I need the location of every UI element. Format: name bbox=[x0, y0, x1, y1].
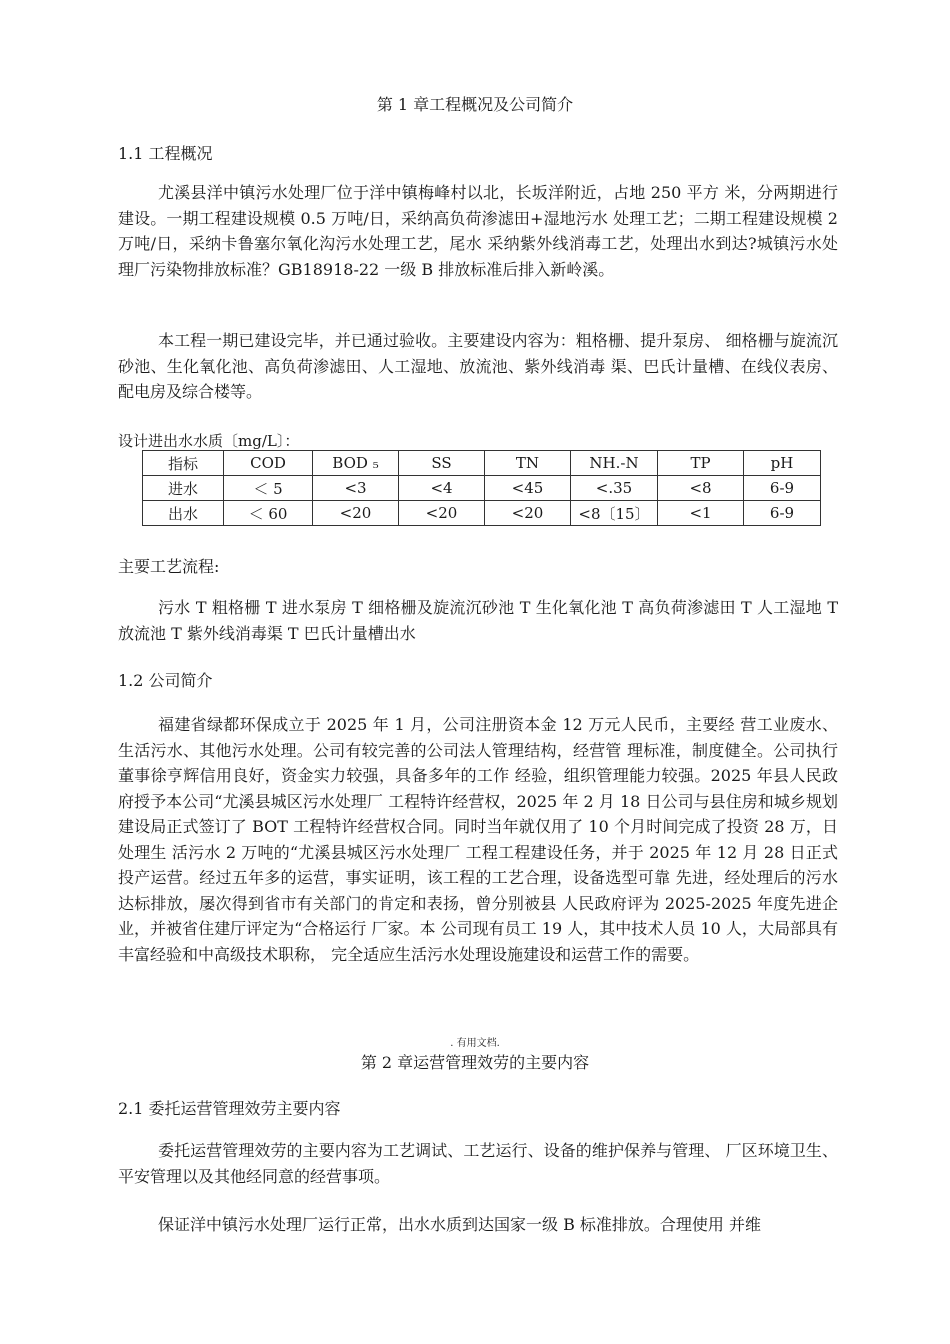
header-cell: TN bbox=[485, 451, 571, 476]
header-cell: 指标 bbox=[143, 451, 224, 476]
header-cell: pH bbox=[744, 451, 821, 476]
table-cell: ＜ 60 bbox=[224, 501, 313, 526]
table-caption: 设计进出水水质〔mg/L〕： bbox=[118, 432, 300, 450]
table-header-row bbox=[143, 451, 821, 476]
table-cell: 进水 bbox=[143, 476, 224, 501]
section-2-1-paragraph-2: 保证洋中镇污水处理厂运行正常，出水水质到达国家一级 B 标准排放。合理使用 并维 bbox=[158, 1215, 762, 1234]
section-1-1-paragraph-2: 本工程一期已建设完毕，并已通过验收。主要建设内容为：粗格栅、提升泵房、 细格栅与旋流沉砂池、生化氧化池、高负荷渗滤田、人工湿地、放流池、紫外线消毒 渠、巴氏计量槽、在线仪表房、配电房及综合楼等。 bbox=[118, 331, 838, 401]
table-cell: <20 bbox=[313, 501, 399, 526]
table-cell: 出水 bbox=[143, 501, 224, 526]
section-1-2-heading: 1.2 公司简介 bbox=[118, 671, 213, 690]
header-cell: BOD ₅ bbox=[313, 451, 399, 476]
header-cell: SS bbox=[399, 451, 485, 476]
table-cell: 6-9 bbox=[744, 476, 821, 501]
process-flow-text: 污水 T 粗格栅 T 进水泵房 T 细格栅及旋流沉砂池 T 生化氧化池 T 高负荷渗滤田 T 人工湿地 T 放流池 T 紫外线消毒渠 T 巴氏计量槽出水 bbox=[118, 598, 838, 643]
table-cell: <.35 bbox=[571, 476, 658, 501]
water-quality-table bbox=[142, 450, 821, 526]
table-cell: 6-9 bbox=[744, 501, 821, 526]
table-row bbox=[143, 476, 821, 501]
table-cell: <4 bbox=[399, 476, 485, 501]
table-cell: ＜ 5 bbox=[224, 476, 313, 501]
table-cell: <20 bbox=[485, 501, 571, 526]
chapter-1-title: 第 1 章工程概况及公司简介 bbox=[376, 95, 574, 114]
header-cell: TP bbox=[658, 451, 744, 476]
section-2-1-heading: 2.1 委托运营管理效劳主要内容 bbox=[118, 1099, 341, 1118]
table-cell: <45 bbox=[485, 476, 571, 501]
table-cell: <3 bbox=[313, 476, 399, 501]
table-cell: <20 bbox=[399, 501, 485, 526]
header-cell: COD bbox=[224, 451, 313, 476]
table-cell: <8〔15〕 bbox=[571, 501, 658, 526]
chapter-2-title: 第 2 章运营管理效劳的主要内容 bbox=[360, 1053, 590, 1072]
table-cell: <8 bbox=[658, 476, 744, 501]
process-heading: 主要工艺流程: bbox=[118, 557, 220, 576]
section-2-1-paragraph-1: 委托运营管理效劳的主要内容为工艺调试、工艺运行、设备的维护保养与管理、 厂区环境卫生、平安管理以及其他经同意的经营事项。 bbox=[118, 1141, 838, 1186]
section-1-1-paragraph-1: 尤溪县洋中镇污水处理厂位于洋中镇梅峰村以北，长坂洋附近，占地 250 平方 米，分两期进行建设。一期工程建设规模 0.5 万吨/日，采纳高负荷渗滤田+湿地污水 处理工艺；二期工程建设规模 2 万吨/日，采纳卡鲁塞尔氧化沟污水处理工艺，尾水 采纳紫外线消毒工艺，处理出水到达?城镇污水处理厂污染物排放标准？GB18918-22 一级 B 排放标准后排入新岭溪。 bbox=[118, 183, 838, 279]
table-row bbox=[143, 501, 821, 526]
table-cell: <1 bbox=[658, 501, 744, 526]
footer-note: . 有用文档. bbox=[450, 1038, 500, 1049]
section-1-1-heading: 1.1 工程概况 bbox=[118, 144, 213, 163]
header-cell: NH.-N bbox=[571, 451, 658, 476]
section-1-2-paragraph: 福建省绿都环保成立于 2025 年 1 月，公司注册资本金 12 万元人民币，主要经 营工业废水、生活污水、其他污水处理。公司有较完善的公司法人管理结构，经营管 理标准，制度健全。公司执行董事徐亨辉信用良好，资金实力较强，具备多年的工作 经验，组织管理能力较强。2025 年县人民政府授予本公司“尤溪县城区污水处理厂 工程特许经营权，2025 年 2 月 18 日公司与县住房和城乡规划建设局正式签订了 BOT 工程特许经营权合同。同时当年就仅用了 10 个月时间完成了投资 28 万，日处理生 活污水 2 万吨的“尤溪县城区污水处理厂 工程工程建设任务，并于 2025 年 12 月 28 日正式投产运营。经过五年多的运营，事实证明，该工程的工艺合理，设备选型可靠 先进，经处理后的污水达标排放，屡次得到省市有关部门的肯定和表扬，曾分别被县 人民政府评为 2025-2025 年度先进企业，并被省住建厅评定为“合格运行 厂家。本 公司现有员工 19 人，其中技术人员 10 人，大局部具有丰富经验和中高级技术职称， 完全适应生活污水处理设施建设和运营工作的需要。 bbox=[118, 715, 838, 964]
